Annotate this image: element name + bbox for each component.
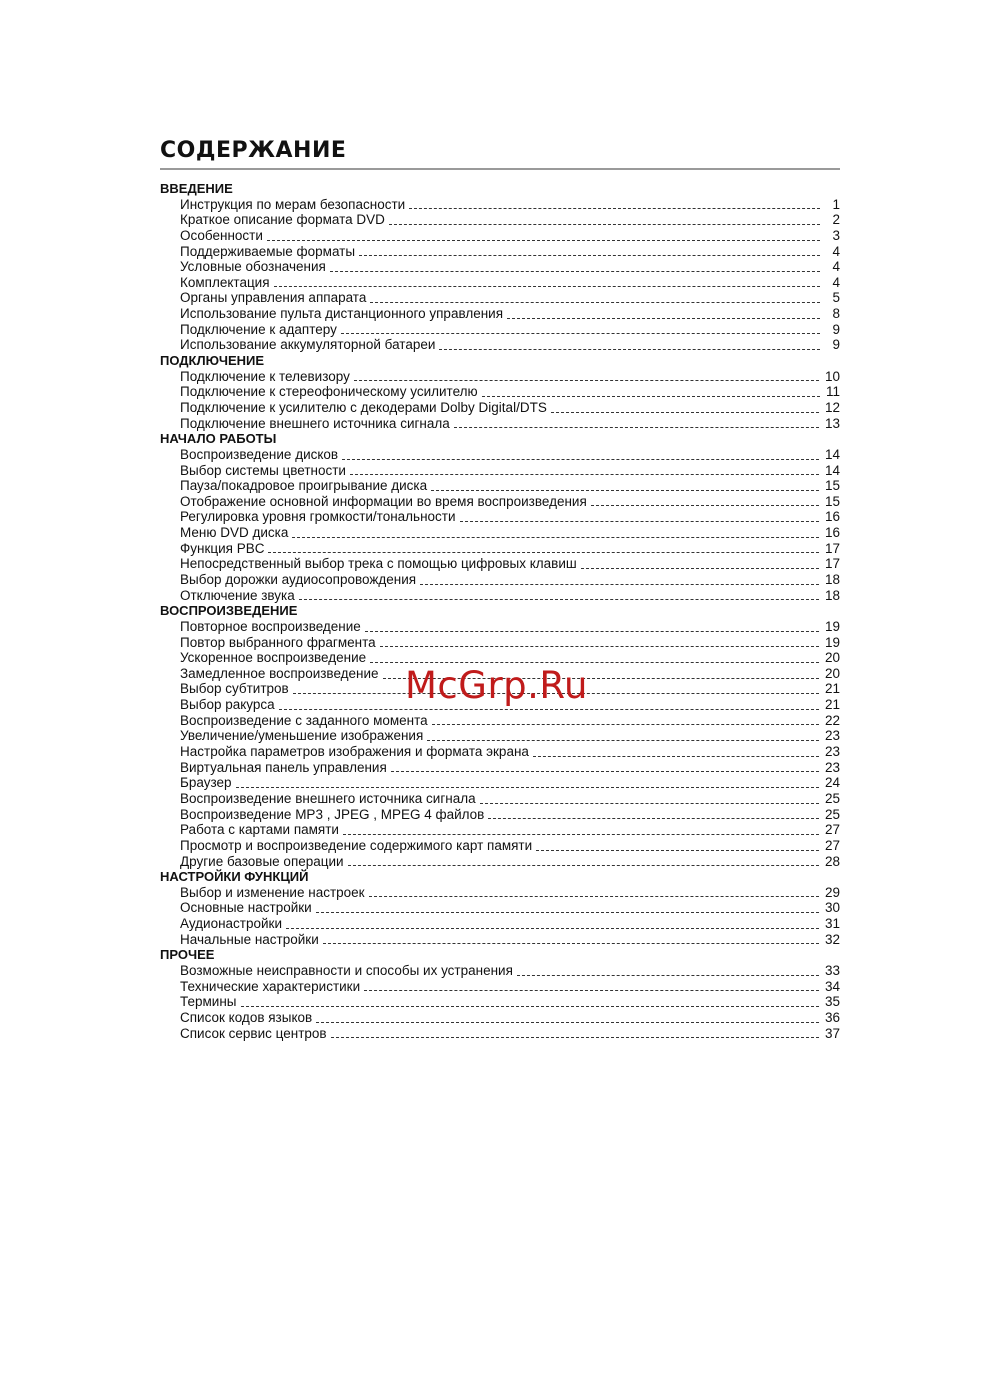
toc-entry bbox=[160, 212, 840, 228]
toc-entry bbox=[160, 275, 840, 291]
dot-leader bbox=[274, 286, 820, 287]
toc-entry-title: Список кодов языков bbox=[180, 1009, 313, 1025]
toc-entry-page: 9 bbox=[832, 337, 840, 353]
dot-leader bbox=[359, 255, 820, 256]
toc-entry-page: 2 bbox=[832, 212, 840, 228]
toc-entry-title: Воспроизведение с заданного момента bbox=[180, 712, 428, 728]
dot-leader bbox=[343, 834, 819, 835]
toc-entry-page: 12 bbox=[824, 399, 840, 415]
toc-entry bbox=[160, 885, 840, 901]
toc-entry bbox=[160, 979, 840, 995]
toc-entry-page: 10 bbox=[824, 368, 840, 384]
dot-leader bbox=[236, 787, 819, 788]
dot-leader bbox=[420, 584, 819, 585]
toc-entry-page: 30 bbox=[824, 900, 840, 916]
toc-entry-title: Выбор и изменение настроек bbox=[180, 884, 365, 900]
dot-leader bbox=[507, 318, 820, 319]
toc-entry-title: Органы управления аппарата bbox=[180, 290, 367, 306]
toc-entry-title: Просмотр и воспроизведение содержимого карт памяти bbox=[180, 837, 533, 853]
toc-entry-title: Технические характеристики bbox=[180, 978, 361, 994]
toc-entry-title: Подключение к телевизору bbox=[180, 368, 350, 384]
toc-entry-title: Функция PBC bbox=[180, 540, 265, 556]
toc-entry bbox=[160, 478, 840, 494]
toc-entry-title: Отображение основной информации во время воспроизведения bbox=[180, 493, 587, 509]
toc-entry-title: Особенности bbox=[180, 227, 263, 243]
toc-entry-title: Ускоренное воспроизведение bbox=[180, 650, 367, 666]
toc-entry-title: Возможные неисправности и способы их устранения bbox=[180, 963, 513, 979]
toc-entry-page: 19 bbox=[824, 634, 840, 650]
section-heading: ВОСПРОИЗВЕДЕНИЕ bbox=[160, 603, 298, 619]
toc-entry-title: Краткое описание формата DVD bbox=[180, 212, 385, 228]
dot-leader bbox=[391, 771, 819, 772]
table-of-contents bbox=[160, 181, 840, 1041]
toc-entry bbox=[160, 556, 840, 572]
dot-leader bbox=[331, 1037, 819, 1038]
dot-leader bbox=[482, 396, 820, 397]
dot-leader bbox=[389, 224, 820, 225]
toc-entry bbox=[160, 384, 840, 400]
dot-leader bbox=[316, 1022, 819, 1023]
toc-entry bbox=[160, 290, 840, 306]
toc-entry bbox=[160, 775, 840, 791]
toc-entry bbox=[160, 572, 840, 588]
dot-leader bbox=[279, 709, 819, 710]
toc-entry-page: 4 bbox=[832, 274, 840, 290]
dot-leader bbox=[299, 599, 819, 600]
dot-leader bbox=[323, 943, 819, 944]
toc-entry-page: 25 bbox=[824, 806, 840, 822]
toc-entry-page: 17 bbox=[824, 556, 840, 572]
toc-entry-page: 1 bbox=[832, 196, 840, 212]
toc-entry-page: 22 bbox=[824, 712, 840, 728]
toc-entry-page: 4 bbox=[832, 243, 840, 259]
dot-leader bbox=[286, 928, 819, 929]
toc-entry-title: Выбор ракурса bbox=[180, 697, 275, 713]
dot-leader bbox=[341, 333, 820, 334]
toc-entry-page: 14 bbox=[824, 462, 840, 478]
toc-entry-page: 18 bbox=[824, 572, 840, 587]
dot-leader bbox=[370, 662, 819, 663]
toc-entry bbox=[160, 244, 840, 260]
toc-entry-page: 18 bbox=[824, 587, 840, 603]
dot-leader bbox=[370, 302, 820, 303]
dot-leader bbox=[369, 896, 819, 897]
dot-leader bbox=[354, 380, 819, 381]
toc-entry-page: 20 bbox=[824, 650, 840, 666]
toc-entry bbox=[160, 635, 840, 651]
toc-entry-page: 8 bbox=[832, 306, 840, 322]
toc-entry bbox=[160, 728, 840, 744]
dot-leader bbox=[268, 552, 819, 553]
toc-entry bbox=[160, 744, 840, 760]
toc-entry bbox=[160, 916, 840, 932]
toc-entry-title: Выбор дорожки аудиосопровождения bbox=[180, 572, 417, 587]
dot-leader bbox=[533, 756, 819, 757]
toc-entry-title: Настройка параметров изображения и формата экрана bbox=[180, 744, 529, 760]
toc-entry bbox=[160, 838, 840, 854]
dot-leader bbox=[551, 412, 819, 413]
toc-entry-title: Список сервис центров bbox=[180, 1025, 327, 1041]
toc-entry bbox=[160, 509, 840, 525]
page-title: СОДЕРЖАНИЕ bbox=[160, 138, 347, 163]
toc-entry bbox=[160, 822, 840, 838]
toc-entry bbox=[160, 791, 840, 807]
dot-leader bbox=[454, 427, 819, 428]
dot-leader bbox=[292, 537, 819, 538]
toc-entry-page: 20 bbox=[824, 665, 840, 681]
toc-entry bbox=[160, 854, 840, 870]
toc-entry bbox=[160, 963, 840, 979]
toc-entry-title: Непосредственный выбор трека с помощью цифровых клавиш bbox=[180, 556, 577, 572]
toc-entry-page: 15 bbox=[824, 478, 840, 494]
dot-leader bbox=[267, 240, 820, 241]
toc-entry-page: 9 bbox=[832, 321, 840, 337]
toc-entry-title: Увеличение/уменьшение изображения bbox=[180, 728, 424, 744]
toc-entry-title: Пауза/покадровое проигрывание диска bbox=[180, 478, 428, 494]
toc-entry-page: 34 bbox=[824, 978, 840, 994]
dot-leader bbox=[427, 740, 819, 741]
toc-entry-page: 21 bbox=[824, 697, 840, 713]
toc-entry-page: 23 bbox=[824, 728, 840, 744]
toc-entry bbox=[160, 306, 840, 322]
dot-leader bbox=[591, 505, 819, 506]
toc-entry-title: Комплектация bbox=[180, 274, 270, 290]
toc-entry-page: 23 bbox=[824, 759, 840, 775]
toc-entry-page: 28 bbox=[824, 853, 840, 869]
toc-entry bbox=[160, 619, 840, 635]
toc-entry-page: 23 bbox=[824, 744, 840, 760]
toc-entry-title: Воспроизведение дисков bbox=[180, 446, 339, 462]
toc-entry bbox=[160, 494, 840, 510]
toc-entry bbox=[160, 369, 840, 385]
dot-leader bbox=[536, 850, 819, 851]
toc-entry-title: Основные настройки bbox=[180, 900, 312, 916]
toc-entry-title: Подключение к стереофоническому усилителю bbox=[180, 384, 478, 400]
toc-entry-page: 36 bbox=[824, 1009, 840, 1025]
toc-entry bbox=[160, 932, 840, 948]
toc-entry-title: Браузер bbox=[180, 775, 232, 791]
toc-entry bbox=[160, 322, 840, 338]
toc-entry-title: Подключение внешнего источника сигнала bbox=[180, 415, 450, 431]
toc-entry-title: Начальные настройки bbox=[180, 931, 319, 947]
toc-entry-title: Подключение к усилителю с декодерами Dolby Digital/DTS bbox=[180, 399, 547, 415]
section-heading: ПОДКЛЮЧЕНИЕ bbox=[160, 353, 265, 369]
dot-leader bbox=[460, 521, 819, 522]
dot-leader bbox=[439, 349, 820, 350]
section-heading: НАЧАЛО РАБОТЫ bbox=[160, 431, 277, 447]
dot-leader bbox=[488, 818, 819, 819]
dot-leader bbox=[348, 865, 819, 866]
toc-entry-title: Отключение звука bbox=[180, 587, 295, 603]
dot-leader bbox=[480, 803, 819, 804]
toc-entry bbox=[160, 807, 840, 823]
toc-entry-title: Выбор системы цветности bbox=[180, 462, 346, 478]
dot-leader bbox=[241, 1006, 819, 1007]
toc-entry-page: 17 bbox=[824, 540, 840, 556]
dot-leader bbox=[330, 271, 820, 272]
toc-entry bbox=[160, 900, 840, 916]
toc-entry-page: 5 bbox=[832, 290, 840, 306]
toc-entry-title: Меню DVD диска bbox=[180, 525, 289, 541]
toc-entry-page: 37 bbox=[824, 1025, 840, 1041]
toc-entry-page: 13 bbox=[824, 415, 840, 431]
dot-leader bbox=[342, 459, 819, 460]
toc-entry-page: 33 bbox=[824, 963, 840, 979]
toc-entry bbox=[160, 447, 840, 463]
toc-entry-title: Использование пульта дистанционного управления bbox=[180, 306, 504, 322]
dot-leader bbox=[380, 646, 819, 647]
toc-entry-page: 21 bbox=[824, 681, 840, 697]
toc-entry-page: 3 bbox=[832, 227, 840, 243]
toc-entry-page: 27 bbox=[824, 822, 840, 838]
toc-entry bbox=[160, 588, 840, 604]
section-heading: НАСТРОЙКИ ФУНКЦИЙ bbox=[160, 869, 309, 885]
toc-entry-page: 11 bbox=[825, 384, 840, 400]
toc-entry-page: 29 bbox=[824, 884, 840, 900]
toc-entry bbox=[160, 760, 840, 776]
toc-entry-page: 4 bbox=[832, 259, 840, 275]
dot-leader bbox=[409, 208, 820, 209]
toc-entry-title: Виртуальная панель управления bbox=[180, 759, 387, 775]
toc-entry-title: Работа с картами памяти bbox=[180, 822, 339, 838]
toc-entry-page: 14 bbox=[824, 446, 840, 462]
toc-entry-title: Повторное воспроизведение bbox=[180, 618, 361, 634]
dot-leader bbox=[364, 990, 819, 991]
toc-entry-title: Аудионастройки bbox=[180, 916, 282, 932]
dot-leader bbox=[365, 631, 819, 632]
toc-entry bbox=[160, 541, 840, 557]
toc-entry bbox=[160, 228, 840, 244]
toc-entry bbox=[160, 994, 840, 1010]
toc-entry-page: 24 bbox=[824, 775, 840, 791]
toc-entry-title: Замедленное воспроизведение bbox=[180, 665, 379, 681]
toc-entry-title: Другие базовые операции bbox=[180, 853, 344, 869]
toc-entry bbox=[160, 400, 840, 416]
dot-leader bbox=[316, 912, 819, 913]
toc-entry bbox=[160, 197, 840, 213]
toc-entry bbox=[160, 713, 840, 729]
toc-entry-title: Регулировка уровня громкости/тональности bbox=[180, 509, 456, 525]
toc-entry-title: Термины bbox=[180, 994, 237, 1010]
toc-entry bbox=[160, 463, 840, 479]
toc-entry-title: Поддерживаемые форматы bbox=[180, 243, 356, 259]
toc-entry-page: 16 bbox=[824, 509, 840, 525]
toc-entry-page: 25 bbox=[824, 790, 840, 806]
toc-entry bbox=[160, 525, 840, 541]
section-heading: ПРОЧЕЕ bbox=[160, 947, 215, 963]
toc-entry bbox=[160, 1010, 840, 1026]
toc-entry-page: 16 bbox=[824, 525, 840, 541]
section-heading: ВВЕДЕНИЕ bbox=[160, 181, 233, 196]
title-divider bbox=[160, 168, 840, 170]
toc-entry-page: 31 bbox=[824, 916, 840, 932]
toc-entry-page: 15 bbox=[824, 493, 840, 509]
toc-entry-title: Воспроизведение MP3 , JPEG , MPEG 4 файлов bbox=[180, 806, 485, 822]
toc-entry-title: Выбор субтитров bbox=[180, 681, 289, 697]
toc-entry bbox=[160, 259, 840, 275]
toc-entry-title: Использование аккумуляторной батареи bbox=[180, 337, 436, 353]
toc-entry bbox=[160, 1026, 840, 1042]
toc-entry-title: Воспроизведение внешнего источника сигнала bbox=[180, 790, 476, 806]
watermark: McGrp.Ru bbox=[405, 664, 588, 707]
toc-entry-page: 32 bbox=[824, 931, 840, 947]
dot-leader bbox=[350, 474, 819, 475]
dot-leader bbox=[581, 568, 819, 569]
toc-entry-page: 19 bbox=[824, 618, 840, 634]
toc-entry bbox=[160, 337, 840, 353]
dot-leader bbox=[517, 975, 819, 976]
dot-leader bbox=[431, 490, 819, 491]
toc-entry-title: Условные обозначения bbox=[180, 259, 326, 275]
toc-entry-title: Повтор выбранного фрагмента bbox=[180, 634, 376, 650]
toc-entry-title: Инструкция по мерам безопасности bbox=[180, 196, 406, 212]
toc-entry-page: 35 bbox=[824, 994, 840, 1010]
dot-leader bbox=[432, 724, 819, 725]
toc-entry bbox=[160, 416, 840, 432]
toc-entry-page: 27 bbox=[824, 837, 840, 853]
toc-entry-title: Подключение к адаптеру bbox=[180, 321, 337, 337]
